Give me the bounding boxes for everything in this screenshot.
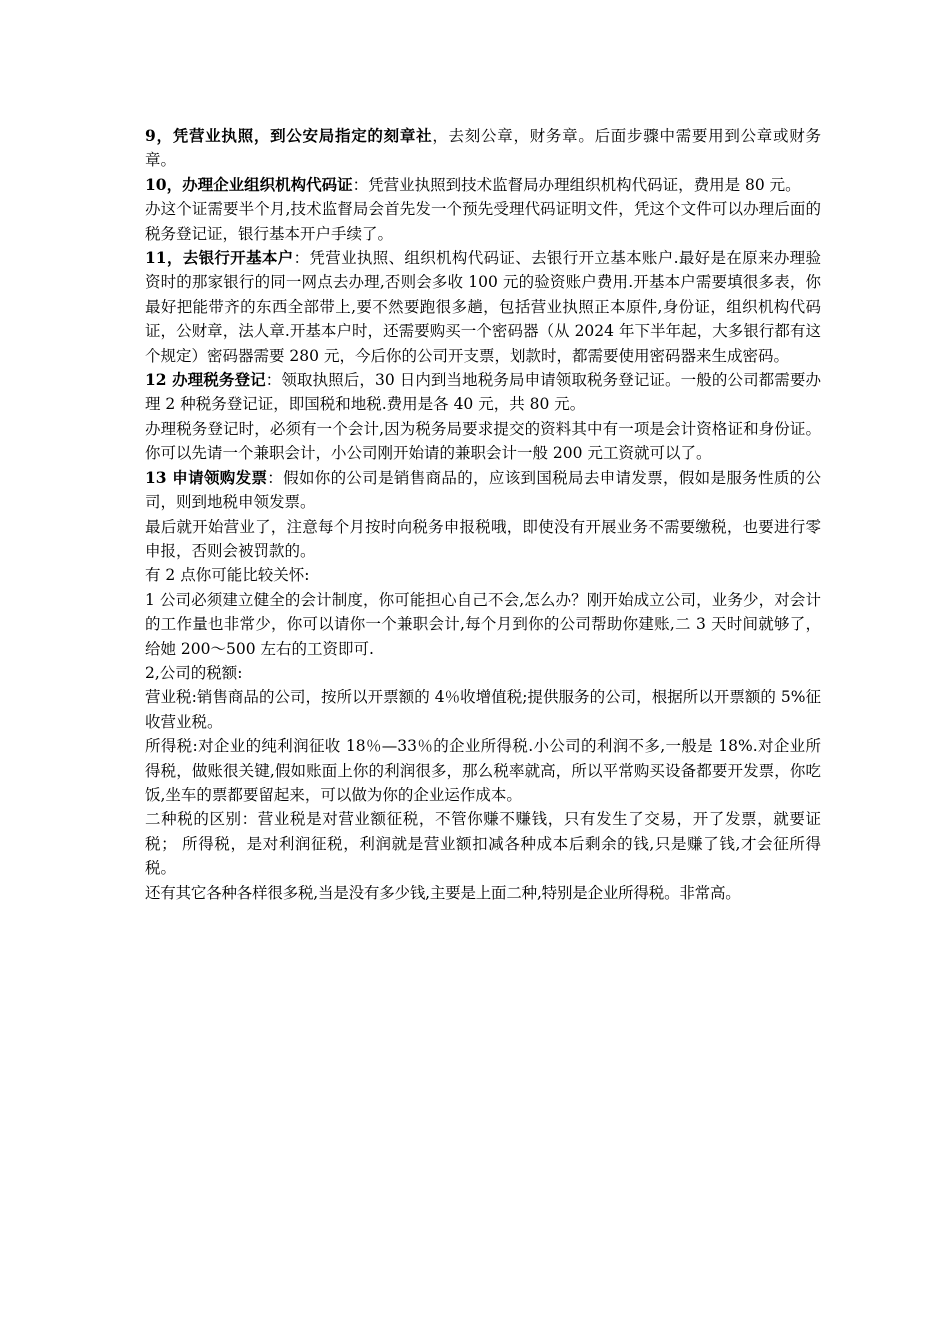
paragraph-start-business <box>145 515 821 564</box>
paragraph-text: 营业税:销售商品的公司，按所以开票额的 4％收增值税;提供服务的公司，根据所以开票额的 5%征收营业税。 <box>145 688 821 731</box>
paragraph-step-11 <box>145 246 821 368</box>
paragraph-step-12 <box>145 368 821 417</box>
paragraph-text: 2,公司的税额: <box>145 663 243 682</box>
paragraph-text: ：假如你的公司是销售商品的，应该到国税局去申请发票，假如是服务性质的公司，则到地税申领发票。 <box>145 468 821 512</box>
paragraph-heading: 12 办理税务登记 <box>145 370 266 390</box>
paragraph-tax-registration-note <box>145 417 821 466</box>
paragraph-text: 1 公司必须建立健全的会计制度，你可能担心自己不会,怎么办？刚开始成立公司，业务少，对会计的工作量也非常少，你可以请你一个兼职会计,每个月到你的公司帮助你建账,二 3 天时间就够了，给她 200～500 左右的工资即可. <box>145 590 821 658</box>
paragraph-two-points <box>145 563 821 587</box>
paragraph-step-13 <box>145 466 821 515</box>
paragraph-text: ，去刻公章，财务章。后面步骤中需要用到公章或财务章。 <box>145 127 821 170</box>
paragraph-step-10 <box>145 173 821 197</box>
paragraph-text: 有 2 点你可能比较关怀: <box>145 566 310 585</box>
paragraph-text: ：凭营业执照、组织机构代码证、去银行开立基本账户.最好是在原来办理验资时的那家银行的同一网点去办理,否则会多收 100 元的验资账户费用.开基本户需要填很多表，你最好把能带齐的东西全部带上,要不然要跑很多趟，包括营业执照正本原件,身份证，组织机构代码证，公财章，法人章.开基本户时，还需要购买一个密码器（从 2024 年下半年起，大多银行都有这个规定）密码器需要 280 元，今后你的公司开支票，划款时，都需要使用密码器来生成密码。 <box>145 249 821 365</box>
paragraph-income-tax <box>145 734 821 807</box>
paragraph-business-tax <box>145 685 821 734</box>
paragraph-heading: 9，凭营业执照，到公安局指定的刻章社 <box>145 126 433 145</box>
paragraph-heading: 11，去银行开基本户 <box>145 248 294 268</box>
paragraph-text: ：凭营业执照到技术监督局办理组织机构代码证，费用是 80 元。 <box>352 175 801 194</box>
paragraph-text: 办这个证需要半个月,技术监督局会首先发一个预先受理代码证明文件，凭这个文件可以办理后面的税务登记证，银行基本开户手续了。 <box>145 200 821 243</box>
paragraph-heading: 13 申请领购发票 <box>145 467 268 487</box>
paragraph-text: 办理税务登记时，必须有一个会计,因为税务局要求提交的资料其中有一项是会计资格证和身份证。你可以先请一个兼职会计，小公司刚开始请的兼职会计一般 200 元工资就可以了。 <box>145 419 821 463</box>
paragraph-text: 所得税:对企业的纯利润征收 18％—33％的企业所得税.小公司的利润不多,一般是 18%.对企业所得税，做账很关键,假如账面上你的利润很多，那么税率就高，所以平常购买设备都要开发票，你吃饭,坐车的票都要留起来，可以做为你的企业运作成本。 <box>145 737 821 804</box>
paragraph-other-taxes <box>145 881 821 905</box>
paragraph-code-cert-note <box>145 197 821 246</box>
paragraph-point-2 <box>145 661 821 685</box>
paragraph-text: 最后就开始营业了，注意每个月按时向税务申报税哦，即使没有开展业务不需要缴税，也要进行零申报，否则会被罚款的。 <box>145 517 821 560</box>
paragraph-heading: 10，办理企业组织机构代码证 <box>145 174 353 194</box>
paragraph-text: ：领取执照后，30 日内到当地税务局申请领取税务登记证。一般的公司都需要办理 2 种税务登记证，即国税和地税.费用是各 40 元，共 80 元。 <box>145 371 821 414</box>
paragraph-text: 还有其它各种各样很多税,当是没有多少钱,主要是上面二种,特别是企业所得税。非常高。 <box>145 883 741 902</box>
paragraph-tax-difference <box>145 807 821 880</box>
paragraph-text: 二种税的区别：营业税是对营业额征税，不管你赚不赚钱，只有发生了交易，开了发票，就要证税； 所得税，是对利润征税，利润就是营业额扣减各种成本后剩余的钱,只是赚了钱,才会征所得税。 <box>145 810 821 878</box>
paragraph-step-9 <box>145 124 821 173</box>
document-page <box>145 124 821 905</box>
paragraph-point-1 <box>145 588 821 661</box>
